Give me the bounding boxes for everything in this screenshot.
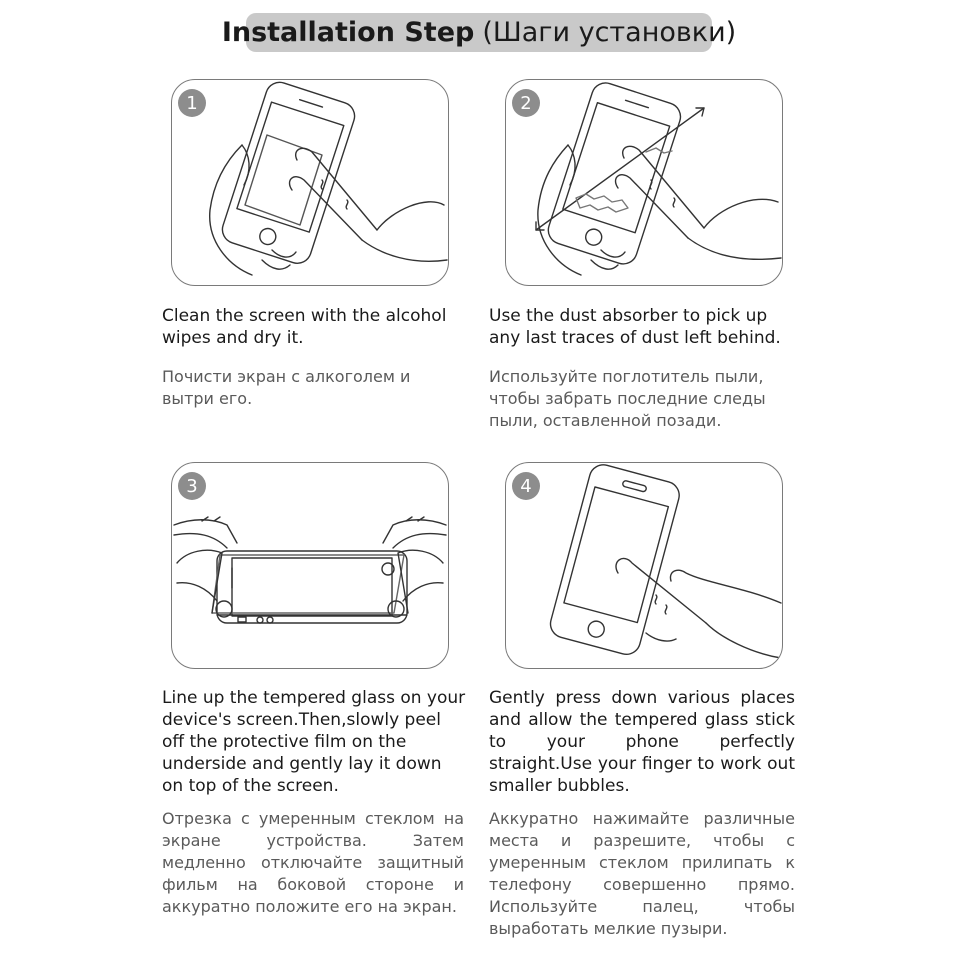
dust-absorber-illustration	[506, 80, 782, 285]
step-number-badge: 1	[178, 89, 206, 117]
title-english: Installation Step	[221, 17, 475, 48]
step-2-text-russian: Используйте поглотитель пыли, чтобы забрать последние следы пыли, оставленной позади.	[489, 367, 766, 430]
page-title	[221, 13, 737, 52]
step-4-illustration	[505, 462, 783, 669]
step-1-illustration	[171, 79, 449, 286]
step-number-badge: 3	[178, 472, 206, 500]
step-4-text-russian: Аккуратно нажимайте различные места и разрешите, чтобы с умеренным стеклом прилипать к телефону совершенно прямо. Используйте палец, чтобы выработать мелкие пузыри.	[489, 809, 795, 938]
phone-wipe-illustration	[172, 80, 448, 285]
step-1-text-russian: Почисти экран с алкоголем и вытри его.	[162, 367, 411, 408]
step-number-badge: 4	[512, 472, 540, 500]
step-3-illustration	[171, 462, 449, 669]
step-4-text-english: Gently press down various places and allow the tempered glass stick to your phone perfectly straight.Use your finger to work out smaller bubbles.	[489, 688, 795, 796]
step-2-text-english: Use the dust absorber to pick up any last traces of dust left behind.	[489, 306, 781, 348]
press-glass-illustration	[506, 463, 782, 668]
align-glass-illustration	[172, 463, 448, 668]
step-3-text-english: Line up the tempered glass on your device's screen.Then,slowly peel off the protective film on the underside and gently lay it down on top of the screen.	[162, 688, 466, 796]
step-2-illustration	[505, 79, 783, 286]
step-3-text-russian: Отрезка с умеренным стеклом на экране устройства. Затем медленно отключайте защитный фильм на боковой стороне и аккуратно положите его на экран.	[162, 809, 464, 916]
step-number-badge: 2	[512, 89, 540, 117]
title-russian: (Шаги установки)	[482, 17, 737, 48]
step-1-text-english: Clean the screen with the alcohol wipes and dry it.	[162, 306, 447, 348]
